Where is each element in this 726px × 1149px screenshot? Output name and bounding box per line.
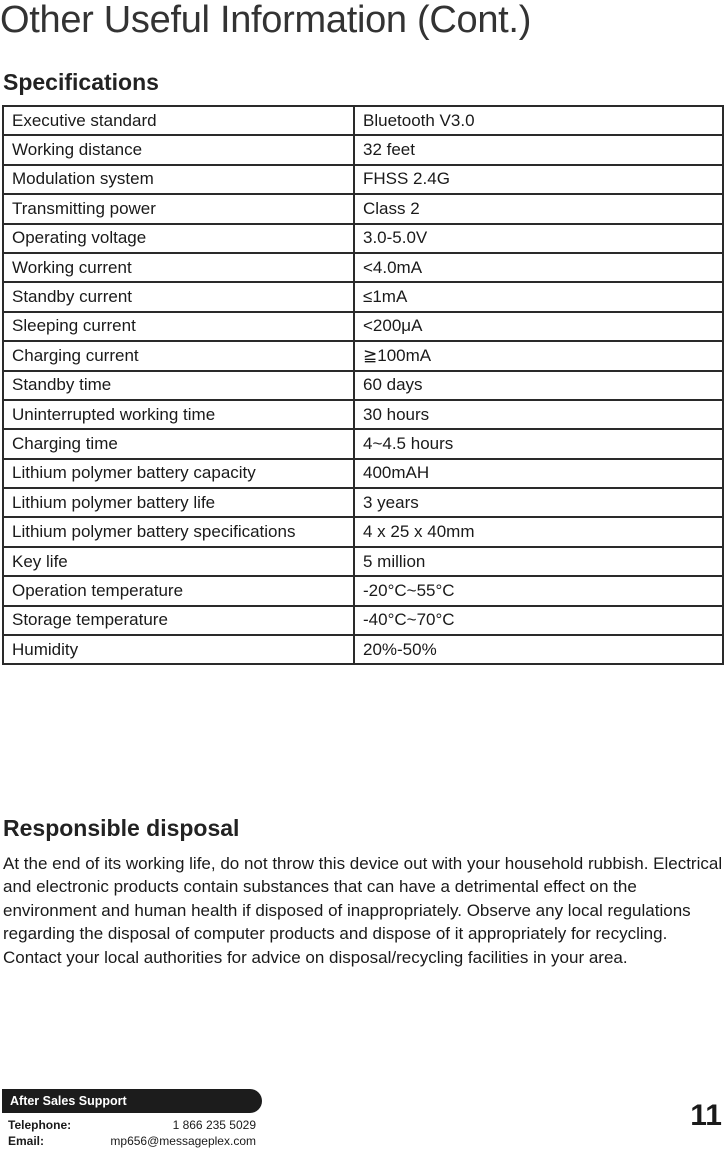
spec-label: Transmitting power — [3, 194, 354, 223]
spec-label: Storage temperature — [3, 606, 354, 635]
email-address: mp656@messageplex.com — [110, 1134, 256, 1148]
table-row — [3, 341, 723, 370]
spec-value: 3 years — [354, 488, 723, 517]
table-row — [3, 165, 723, 194]
table-row — [3, 517, 723, 546]
spec-label: Uninterrupted working time — [3, 400, 354, 429]
after-sales-support-bar: After Sales Support — [2, 1089, 262, 1113]
spec-value: <4.0mA — [354, 253, 723, 282]
table-row — [3, 371, 723, 400]
spec-label: Modulation system — [3, 165, 354, 194]
table-row — [3, 429, 723, 458]
table-row — [3, 635, 723, 664]
spec-value: 4~4.5 hours — [354, 429, 723, 458]
table-row — [3, 106, 723, 135]
page-title: Other Useful Information (Cont.) — [0, 0, 532, 41]
telephone-number: 1 866 235 5029 — [172, 1118, 256, 1132]
table-row — [3, 312, 723, 341]
specifications-table-body — [3, 106, 723, 664]
spec-value: 4 x 25 x 40mm — [354, 517, 723, 546]
spec-value: 32 feet — [354, 135, 723, 164]
table-row — [3, 488, 723, 517]
spec-label: Operation temperature — [3, 576, 354, 605]
telephone-label: Telephone: — [8, 1118, 72, 1132]
table-row — [3, 576, 723, 605]
spec-label: Working current — [3, 253, 354, 282]
spec-value: 30 hours — [354, 400, 723, 429]
spec-value: -20°C~55°C — [354, 576, 723, 605]
spec-label: Working distance — [3, 135, 354, 164]
spec-label: Humidity — [3, 635, 354, 664]
email-row — [8, 1133, 256, 1149]
email-label: Email: — [8, 1134, 45, 1148]
spec-value: ≧100mA — [354, 341, 723, 370]
spec-value: 60 days — [354, 371, 723, 400]
spec-label: Lithium polymer battery life — [3, 488, 354, 517]
spec-label: Executive standard — [3, 106, 354, 135]
spec-value: FHSS 2.4G — [354, 165, 723, 194]
disposal-heading: Responsible disposal — [3, 815, 240, 841]
spec-label: Sleeping current — [3, 312, 354, 341]
spec-value: ≤1mA — [354, 282, 723, 311]
table-row — [3, 547, 723, 576]
spec-value: 400mAH — [354, 459, 723, 488]
spec-label: Standby current — [3, 282, 354, 311]
spec-label: Standby time — [3, 371, 354, 400]
table-row — [3, 459, 723, 488]
specifications-heading: Specifications — [3, 69, 159, 95]
specifications-table — [2, 105, 724, 665]
spec-label: Charging time — [3, 429, 354, 458]
spec-value: 3.0-5.0V — [354, 224, 723, 253]
telephone-row — [8, 1117, 256, 1133]
table-row — [3, 224, 723, 253]
disposal-text: At the end of its working life, do not throw this device out with your household rubbish. Electrical and electronic products contain substances that can have a detrimental effect on the environment and human health if disposed of inappropriately. Observe any local regulations regarding the disposal of computer products and dispose of it appropriately for recycling. Contact your local authorities for advice on disposal/recycling facilities in your area. — [3, 854, 723, 967]
table-row — [3, 282, 723, 311]
spec-value: 5 million — [354, 547, 723, 576]
spec-label: Lithium polymer battery capacity — [3, 459, 354, 488]
page-number: 11 — [690, 1099, 722, 1132]
table-row — [3, 194, 723, 223]
table-row — [3, 135, 723, 164]
spec-value: <200μA — [354, 312, 723, 341]
spec-label: Charging current — [3, 341, 354, 370]
table-row — [3, 253, 723, 282]
table-row — [3, 606, 723, 635]
spec-value: 20%-50% — [354, 635, 723, 664]
spec-label: Key life — [3, 547, 354, 576]
spec-label: Lithium polymer battery specifications — [3, 517, 354, 546]
spec-label: Operating voltage — [3, 224, 354, 253]
spec-value: Class 2 — [354, 194, 723, 223]
spec-value: -40°C~70°C — [354, 606, 723, 635]
table-row — [3, 400, 723, 429]
spec-value: Bluetooth V3.0 — [354, 106, 723, 135]
